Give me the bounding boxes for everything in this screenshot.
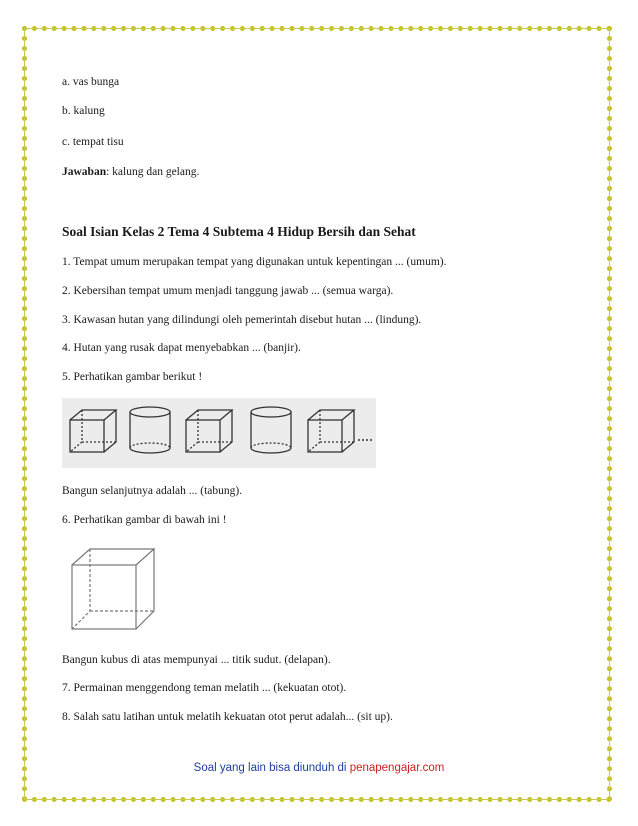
- ellipsis-icon: [358, 439, 372, 441]
- answer-label: Jawaban: [62, 166, 107, 178]
- question-2: 2. Kebersihan tempat umum menjadi tanggung jawab ... (semua warga).: [62, 285, 394, 297]
- cube-figure-image: [62, 543, 162, 633]
- cube-icon: [186, 410, 232, 452]
- shape-sequence-image: [62, 398, 376, 468]
- question-7: 7. Permainan menggendong teman melatih ... (kekuatan otot).: [62, 682, 347, 694]
- question-8: 8. Salah satu latihan untuk melatih kekuatan otot perut adalah... (sit up).: [62, 711, 393, 723]
- option-b: b. kalung: [62, 105, 105, 117]
- cylinder-icon: [251, 407, 291, 453]
- cube-icon: [72, 549, 154, 629]
- question-5-followup: Bangun selanjutnya adalah ... (tabung).: [62, 485, 243, 497]
- question-6: 6. Perhatikan gambar di bawah ini !: [62, 514, 227, 526]
- question-6-followup: Bangun kubus di atas mempunyai ... titik sudut. (delapan).: [62, 654, 331, 666]
- cube-icon: [308, 410, 354, 452]
- footer-note: [0, 762, 638, 774]
- option-a: a. vas bunga: [62, 76, 120, 88]
- question-3: 3. Kawasan hutan yang dilindungi oleh pemerintah disebut hutan ... (lindung).: [62, 314, 422, 326]
- answer-line: [62, 165, 199, 179]
- footer-link[interactable]: penapengajar.com: [349, 762, 445, 774]
- question-4: 4. Hutan yang rusak dapat menyebabkan ... (banjir).: [62, 342, 301, 354]
- answer-text: : kalung dan gelang.: [106, 166, 200, 178]
- question-5: 5. Perhatikan gambar berikut !: [62, 371, 203, 383]
- question-1: 1. Tempat umum merupakan tempat yang digunakan untuk kepentingan ... (umum).: [62, 256, 447, 268]
- cube-icon: [70, 410, 116, 452]
- footer-text: Soal yang lain bisa diunduh di: [193, 762, 350, 774]
- option-c: c. tempat tisu: [62, 136, 124, 148]
- section-title: Soal Isian Kelas 2 Tema 4 Subtema 4 Hidup Bersih dan Sehat: [62, 224, 416, 239]
- cylinder-icon: [130, 407, 170, 453]
